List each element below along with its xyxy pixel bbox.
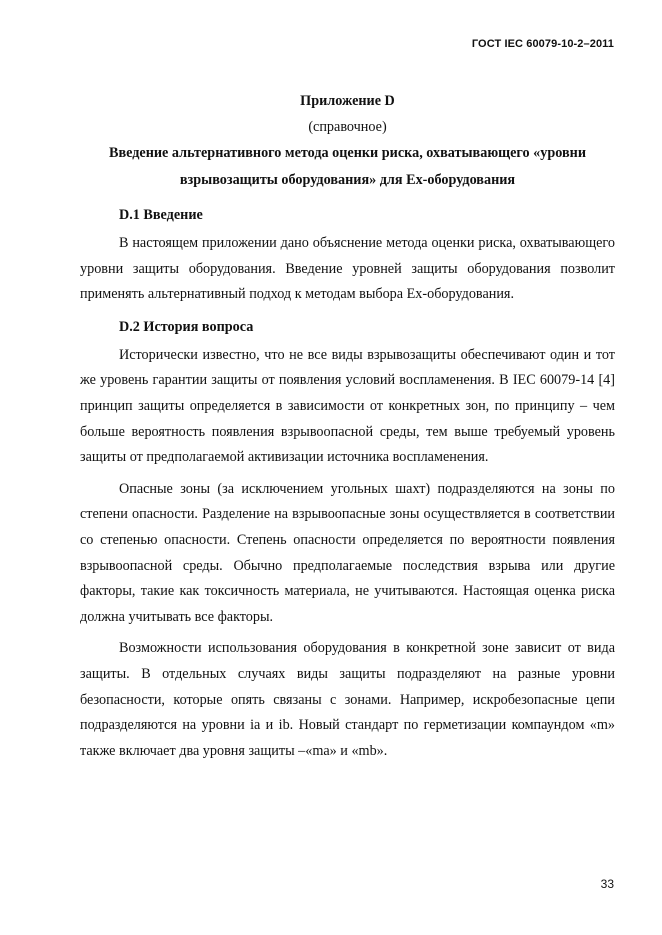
section-heading-d2: D.2 История вопроса (119, 318, 254, 335)
paragraph: В настоящем приложении дано объяснение метода оценки риска, охватывающего уровни защиты оборудования. Введение уровней защиты оборудования позволит применять альтернативный подход к методам выбора Ex-оборудования. (80, 235, 615, 303)
annex-heading: Введение альтернативного метода оценки риска, охватывающего «уровни взрывозащиты оборудования» для Ex-оборудования (109, 145, 586, 188)
annex-title: Приложение D (300, 93, 395, 109)
page-number: 33 (600, 877, 614, 891)
paragraph: Исторически известно, что не все виды взрывозащиты обеспечивают один и тот же уровень гарантии защиты от появления условий воспламенения. В IEC 60079-14 [4] принцип защиты определяется в зависимости от конкретных зон, по принципу – чем больше вероятность появления взрывоопасной среды, тем выше требуемый уровень защиты от предполагаемой активизации источника воспламенения. (80, 346, 615, 466)
annex-status: (справочное) (308, 119, 387, 135)
document-code: ГОСТ IEC 60079-10-2–2011 (471, 38, 614, 50)
section-heading-d1: D.1 Введение (119, 207, 203, 223)
paragraph: Возможности использования оборудования в конкретной зоне зависит от вида защиты. В отдельных случаях виды защиты подразделяют на разные уровни безопасности, которые опять связаны с зонами. Например, искробезопасные цепи подразделяются на уровни ia и ib. Новый стандарт по герметизации компаундом «m» также включает два уровня защиты –«ma» и «mb». (80, 640, 615, 759)
paragraph: Опасные зоны (за исключением угольных шахт) подразделяются на зоны по степени опасности. Разделение на взрывоопасные зоны осуществляется в соответствии со степенью опасности. Степень опасности определяется по вероятности появления взрывоопасной среды. Обычно предполагаемые последствия взрыва или другие факторы, такие как токсичность материала, не учитываются. Настоящая оценка риска должна учитывать все факторы. (80, 480, 615, 625)
page-content (80, 88, 615, 770)
